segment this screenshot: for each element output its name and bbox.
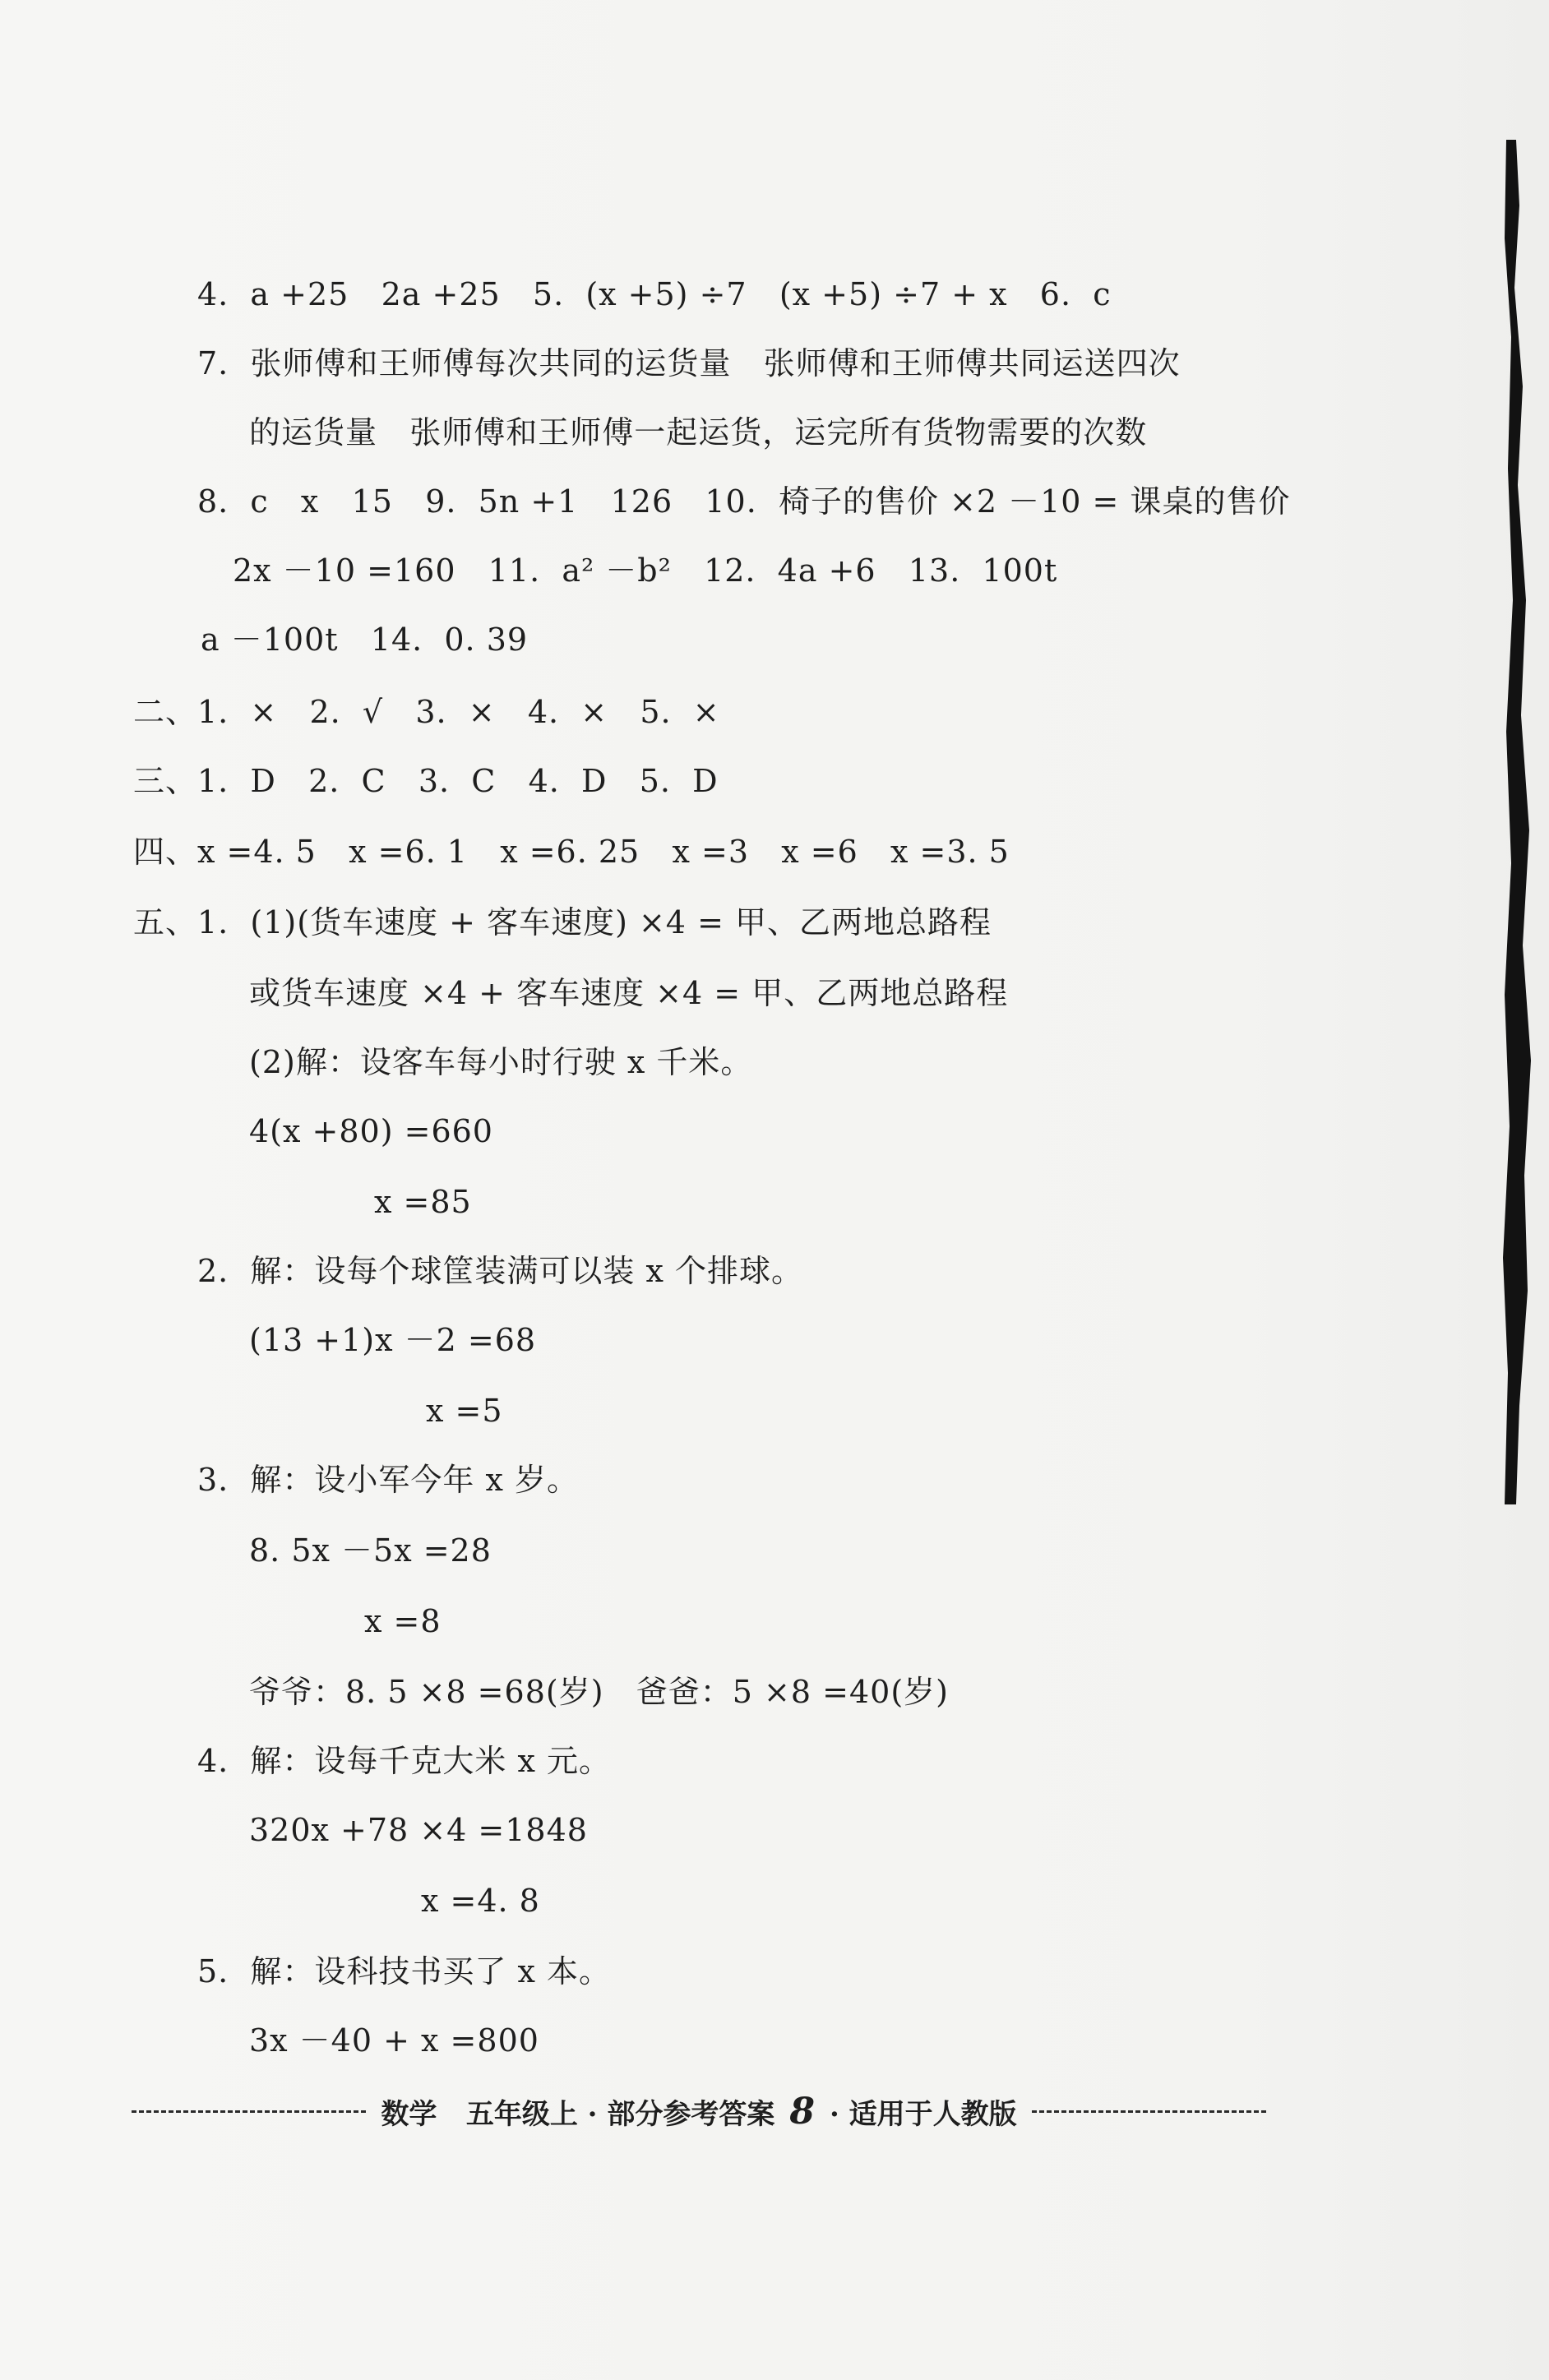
page-number: 8 <box>789 2090 815 2133</box>
ages-line: 爷爷：8. 5 ×8 =68(岁) 爸爸：5 ×8 =40(岁) <box>249 1674 949 1710</box>
section-five-q3: 3. 解：设小军今年 x 岁。 <box>197 1462 580 1498</box>
answer-line-1: 4. a +25 2a +25 5. (x +5) ÷7 (x +5) ÷7 + x 6. c <box>197 276 1112 312</box>
answer-line-2: 7. 张师傅和王师傅每次共同的运货量 张师傅和王师傅共同运送四次 <box>197 345 1181 381</box>
section-five-q1-part2: (2)解：设客车每小时行驶 x 千米。 <box>249 1044 753 1080</box>
footer-right-text: · 适用于人教版 <box>829 2097 1017 2131</box>
footer-left-rule <box>132 2110 366 2113</box>
footer-right-rule <box>1032 2110 1266 2113</box>
equation: 4(x +80) =660 <box>249 1113 493 1149</box>
section-five-q1-alt: 或货车速度 ×4 + 客车速度 ×4 = 甲、乙两地总路程 <box>249 975 1009 1011</box>
section-five-q5: 5. 解：设科技书买了 x 本。 <box>197 1953 612 1989</box>
equation: 8. 5x －5x =28 <box>249 1532 492 1569</box>
page-edge-shadow <box>1498 140 1549 1504</box>
solution: x =85 <box>374 1184 472 1220</box>
answer-line-6: a －100t 14. 0. 39 <box>201 622 529 658</box>
section-two-answers: 二、1. × 2. √ 3. × 4. × 5. × <box>133 694 720 730</box>
section-five-q1-part1: 五、1. (1)(货车速度 + 客车速度) ×4 = 甲、乙两地总路程 <box>133 904 992 940</box>
section-three-answers: 三、1. D 2. C 3. C 4. D 5. D <box>133 763 719 799</box>
equation: 3x －40 + x =800 <box>249 2022 539 2059</box>
answer-line-4: 8. c x 15 9. 5n +1 126 10. 椅子的售价 ×2 －10 = 课桌的售价 <box>197 483 1291 520</box>
solution: x =5 <box>426 1393 503 1429</box>
solution: x =8 <box>364 1603 442 1639</box>
answer-line-3: 的运货量 张师傅和王师傅一起运货，运完所有货物需要的次数 <box>249 414 1148 451</box>
section-five-q2: 2. 解：设每个球筐装满可以装 x 个排球。 <box>197 1253 804 1289</box>
footer-left-text: 数学 五年级上 · 部分参考答案 <box>381 2097 775 2131</box>
equation: (13 +1)x －2 =68 <box>249 1322 537 1358</box>
equation: 320x +78 ×4 =1848 <box>249 1812 588 1848</box>
answer-line-5: 2x －10 =160 11. a² －b² 12. 4a +6 13. 100t <box>233 552 1058 589</box>
section-five-q4: 4. 解：设每千克大米 x 元。 <box>197 1743 612 1779</box>
page-footer <box>132 2088 1266 2134</box>
solution: x =4. 8 <box>421 1883 540 1919</box>
section-four-answers: 四、x =4. 5 x =6. 1 x =6. 25 x =3 x =6 x =3. 5 <box>133 834 1010 870</box>
